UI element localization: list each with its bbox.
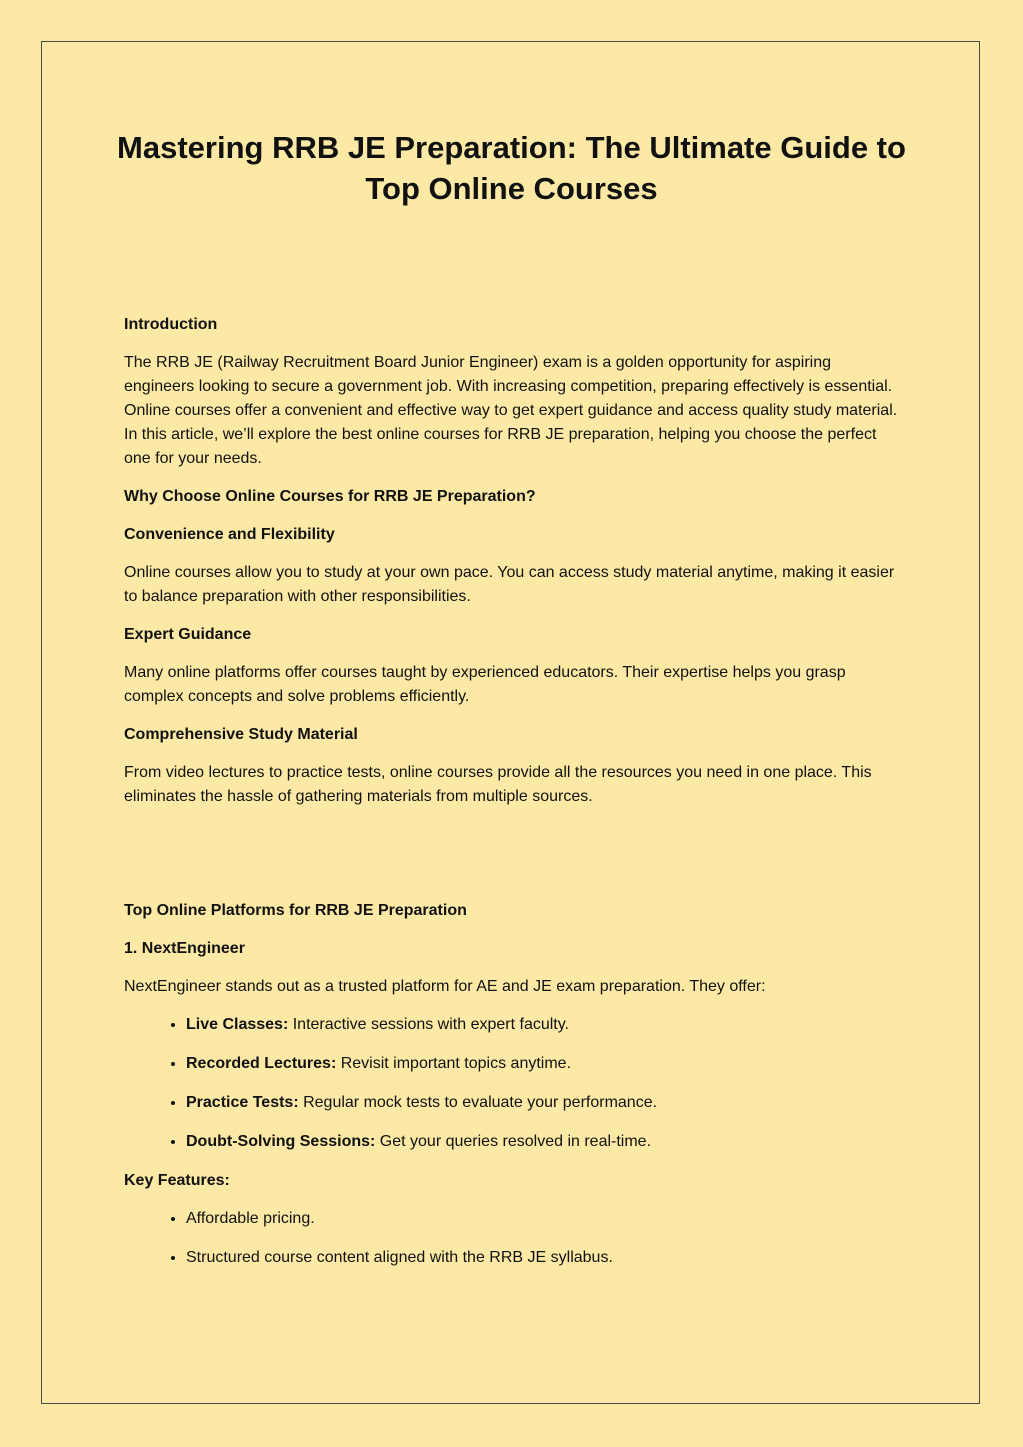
list-item: • Structured course content aligned with the RRB JE syllabus.	[186, 1246, 904, 1270]
section-paragraph-material: From video lectures to practice tests, online courses provide all the resources you need in one place. This eliminates the hassle of gathering materials from multiple sources.	[124, 764, 872, 805]
list-item	[186, 1052, 904, 1076]
list-item	[186, 1091, 904, 1115]
platform-heading-nextengineer: 1. NextEngineer	[124, 940, 245, 957]
features-list	[124, 1207, 904, 1270]
offers-list	[124, 1013, 904, 1154]
list-item-label: Live Classes:	[186, 1016, 289, 1033]
section-paragraph-expert: Many online platforms offer courses taught by experienced educators. Their expertise helps you grasp complex concepts and solve problems efficiently.	[124, 664, 846, 705]
list-item-label: Practice Tests:	[186, 1094, 299, 1111]
platforms-heading: Top Online Platforms for RRB JE Preparation	[124, 902, 467, 919]
list-item-text: Interactive sessions with expert faculty.	[288, 1016, 569, 1033]
platform-paragraph-nextengineer: NextEngineer stands out as a trusted platform for AE and JE exam preparation. They offer:	[124, 978, 766, 995]
section-heading-material: Comprehensive Study Material	[124, 726, 358, 743]
list-item	[186, 1013, 904, 1037]
list-item-label: Recorded Lectures:	[186, 1055, 337, 1072]
features-heading: Key Features:	[124, 1172, 230, 1189]
document-body	[124, 313, 904, 1285]
list-item-text: Regular mock tests to evaluate your performance.	[298, 1094, 658, 1111]
intro-paragraph: The RRB JE (Railway Recruitment Board Junior Engineer) exam is a golden opportunity for aspiring engineers looking to secure a government job. With increasing competition, preparing effectively is essential. Online courses offer a convenient and effective way to get expert guidance and access quality study material. In this article, we’ll explore the best online courses for RRB JE preparation, helping you choose the perfect one for your needs.	[124, 354, 898, 467]
intro-heading: Introduction	[124, 316, 218, 333]
section-heading-convenience: Convenience and Flexibility	[124, 526, 335, 543]
list-item-text: Get your queries resolved in real-time.	[375, 1133, 652, 1150]
list-item	[186, 1130, 904, 1154]
section-paragraph-convenience: Online courses allow you to study at your own pace. You can access study material anytime, making it easier to balance preparation with other responsibilities.	[124, 564, 895, 605]
list-item: • Affordable pricing.	[186, 1207, 904, 1231]
section-gap	[124, 823, 904, 899]
list-item-label: Doubt-Solving Sessions:	[186, 1133, 376, 1150]
why-heading: Why Choose Online Courses for RRB JE Preparation?	[124, 488, 536, 505]
list-item-text: Revisit important topics anytime.	[336, 1055, 572, 1072]
section-heading-expert: Expert Guidance	[124, 626, 252, 643]
document-title: Mastering RRB JE Preparation: The Ultimate Guide to Top Online Courses	[117, 130, 906, 206]
